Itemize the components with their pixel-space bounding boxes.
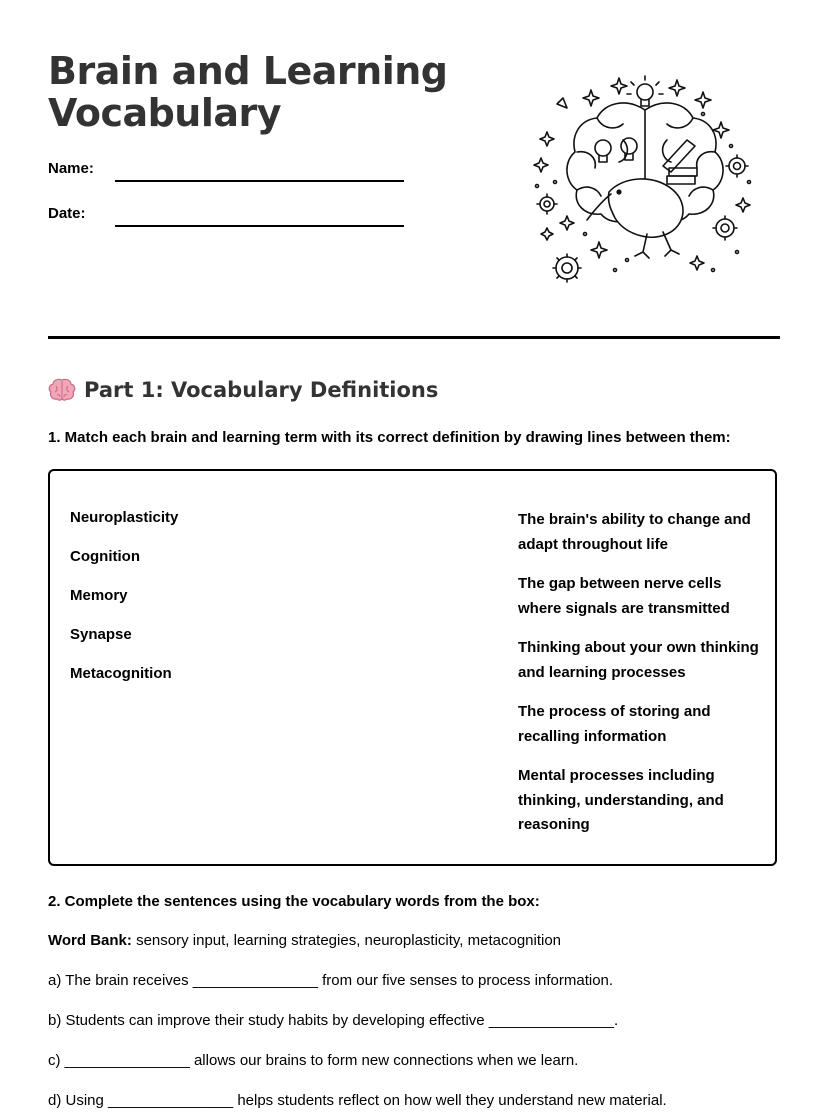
word-bank [48,932,561,949]
question2-instruction: 2. Complete the sentences using the vocabulary words from the box: [48,893,540,910]
question1-instruction: 1. Match each brain and learning term with its correct definition by drawing lines between them: [48,429,731,446]
name-label: Name: [48,160,94,177]
brain-kiwi-illustration [527,70,763,292]
gear-icon-left-top [537,194,557,214]
sentence-c[interactable]: c) _______________ allows our brains to form new connections when we learn. [48,1052,579,1069]
term-item[interactable]: Metacognition [70,665,172,682]
term-item[interactable]: Memory [70,587,128,604]
date-label: Date: [48,205,86,222]
part1-heading [48,374,438,406]
title-line-1: Brain and Learning [48,49,448,93]
definition-item[interactable]: Mental processes including thinking, understanding, and reasoning [518,767,724,833]
sentence-a[interactable]: a) The brain receives _______________ from our five senses to process information. [48,972,614,989]
sentence-b[interactable]: b) Students can improve their study habits by developing effective _______________. [48,1012,619,1029]
gear-icon-right-bottom [713,216,737,240]
worksheet-title [48,50,468,134]
term-item[interactable]: Neuroplasticity [70,509,179,526]
brain-icon [48,378,76,402]
section-divider [48,336,780,339]
gear-icon-right-top [726,155,748,177]
term-item[interactable]: Cognition [70,548,140,565]
title-line-2: Vocabulary [48,91,282,135]
date-field[interactable] [115,225,404,227]
word-bank-label: Word Bank: [48,932,132,949]
terms-column [70,508,178,703]
term-item[interactable]: Synapse [70,626,132,643]
gear-icon-bottom-left [553,254,581,282]
definition-item[interactable]: The process of storing and recalling information [518,703,711,745]
matching-box [48,469,777,866]
definition-item[interactable]: The gap between nerve cells where signals are transmitted [518,575,730,617]
definitions-column [518,508,768,853]
word-bank-words: sensory input, learning strategies, neuroplasticity, metacognition [136,932,562,949]
part1-heading-text: Part 1: Vocabulary Definitions [84,378,439,402]
definition-item[interactable]: Thinking about your own thinking and learning processes [518,639,759,681]
sentence-d[interactable]: d) Using _______________ helps students reflect on how well they understand new material. [48,1092,667,1109]
definition-item[interactable]: The brain's ability to change and adapt throughout life [518,511,751,553]
name-field[interactable] [115,180,404,182]
